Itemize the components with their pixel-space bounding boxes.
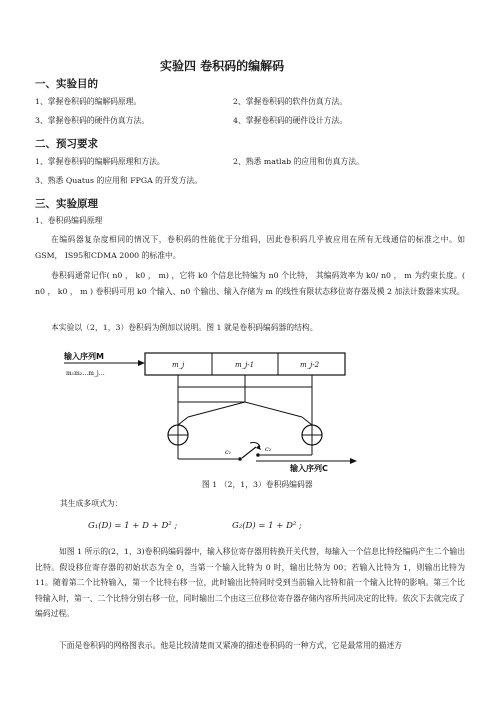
section-heading-purpose: 一、实验目的 (35, 78, 98, 90)
prep-item-1: 1、掌握卷积码的编解码原理和方法。 (35, 157, 165, 166)
prep-item-3: 3、熟悉 Quatus 的应用和 FPGA 的开发方法。 (35, 176, 202, 185)
generator-intro: 其生成多项式为： (60, 499, 123, 508)
figure-input-label: 输入序列M (64, 352, 104, 361)
output-label-c2: c₂ (265, 445, 272, 453)
principle-subheading: 1、卷积码编码原理 (35, 216, 103, 225)
purpose-item-1: 1、掌握卷积码的编解码原理。 (35, 97, 142, 106)
encoder-figure (60, 347, 360, 472)
trellis-paragraph: 下面是卷积码的网格图表示。他是比较清楚而又紧凑的描述卷积码的一种方式，它是最常用的描述方 (59, 641, 403, 650)
encoding-paragraph: 如图 1 所示的(2，1，3)卷积码编码器中，输入移位寄存器用转换开关代替，每输入一个信息比特经编码产生二个输出比特。假设移位寄存器的初始状态为全 0，当第一个输入比特为 0 时，输出比特为 00；若输入比特为 1，则输出比特为 11。随着第二个比特输入，第一个比特右移一位，此时输出比特同时受到当前输入比特和前一个输入比特的影响。第三个比特输入时，第一、二个比特分别右移一位，同时输出二个由这三位移位寄存器存储内容所共同决定的比特。依次下去就完成了编码过程。 (35, 547, 465, 618)
purpose-item-3: 3、掌握卷积码的硬件仿真方法。 (35, 116, 150, 125)
page-title: 实验四 卷积码的编解码 (160, 59, 285, 73)
generator-g1: G₁(D) = 1 + D + D² ; (88, 521, 178, 531)
principle-paragraph-3: 本实验以（2，1，3）卷积码为例加以说明。图 1 就是卷积码编码器的结构。 (51, 323, 318, 332)
prep-item-2: 2、熟悉 matlab 的应用和仿真方法。 (233, 157, 364, 166)
section-heading-prep: 二、预习要求 (35, 138, 98, 150)
purpose-item-4: 4、掌握卷积码的硬件设计方法。 (233, 116, 348, 125)
commutator-switch (242, 447, 256, 458)
reg-cell-2: m_j-1 (235, 361, 255, 369)
figure-output-label: 输入序列C (290, 464, 328, 472)
generator-g2: G₂(D) = 1 + D² ; (232, 521, 302, 531)
figure-caption: 图 1 （2，1，3）卷积码编码器 (202, 480, 313, 489)
principle-paragraph-1: 在编码器复杂度相同的情况下，卷积码的性能优于分组码，因此卷积码几乎被应用在所有无线通信的标准之中。如GSM， IS95和CDMA 2000 的标准中。 (35, 235, 465, 260)
reg-cell-1: m_j (172, 361, 185, 369)
output-label-c1: c₁ (225, 448, 232, 456)
section-heading-principle: 三、实验原理 (35, 198, 98, 210)
purpose-item-2: 2、掌握卷积码的软件仿真方法。 (233, 97, 348, 106)
principle-paragraph-2: 卷积码通常记作( n0 ， k0 ， m) ，它将 k0 个信息比特编为 n0 个比特， 其编码效率为 k0/ n0 ， m 为约束长度。( n0 ， k0 ， m ) 卷积码可用 k0 个输入、n0 个输出、输入存储为 m 的线性有限状态移位寄存器及模 2 加法计数器来实现。 (35, 271, 465, 296)
figure-input-seq: m₁m₂…m_j… (66, 370, 105, 377)
reg-cell-3: m_j-2 (300, 361, 320, 369)
